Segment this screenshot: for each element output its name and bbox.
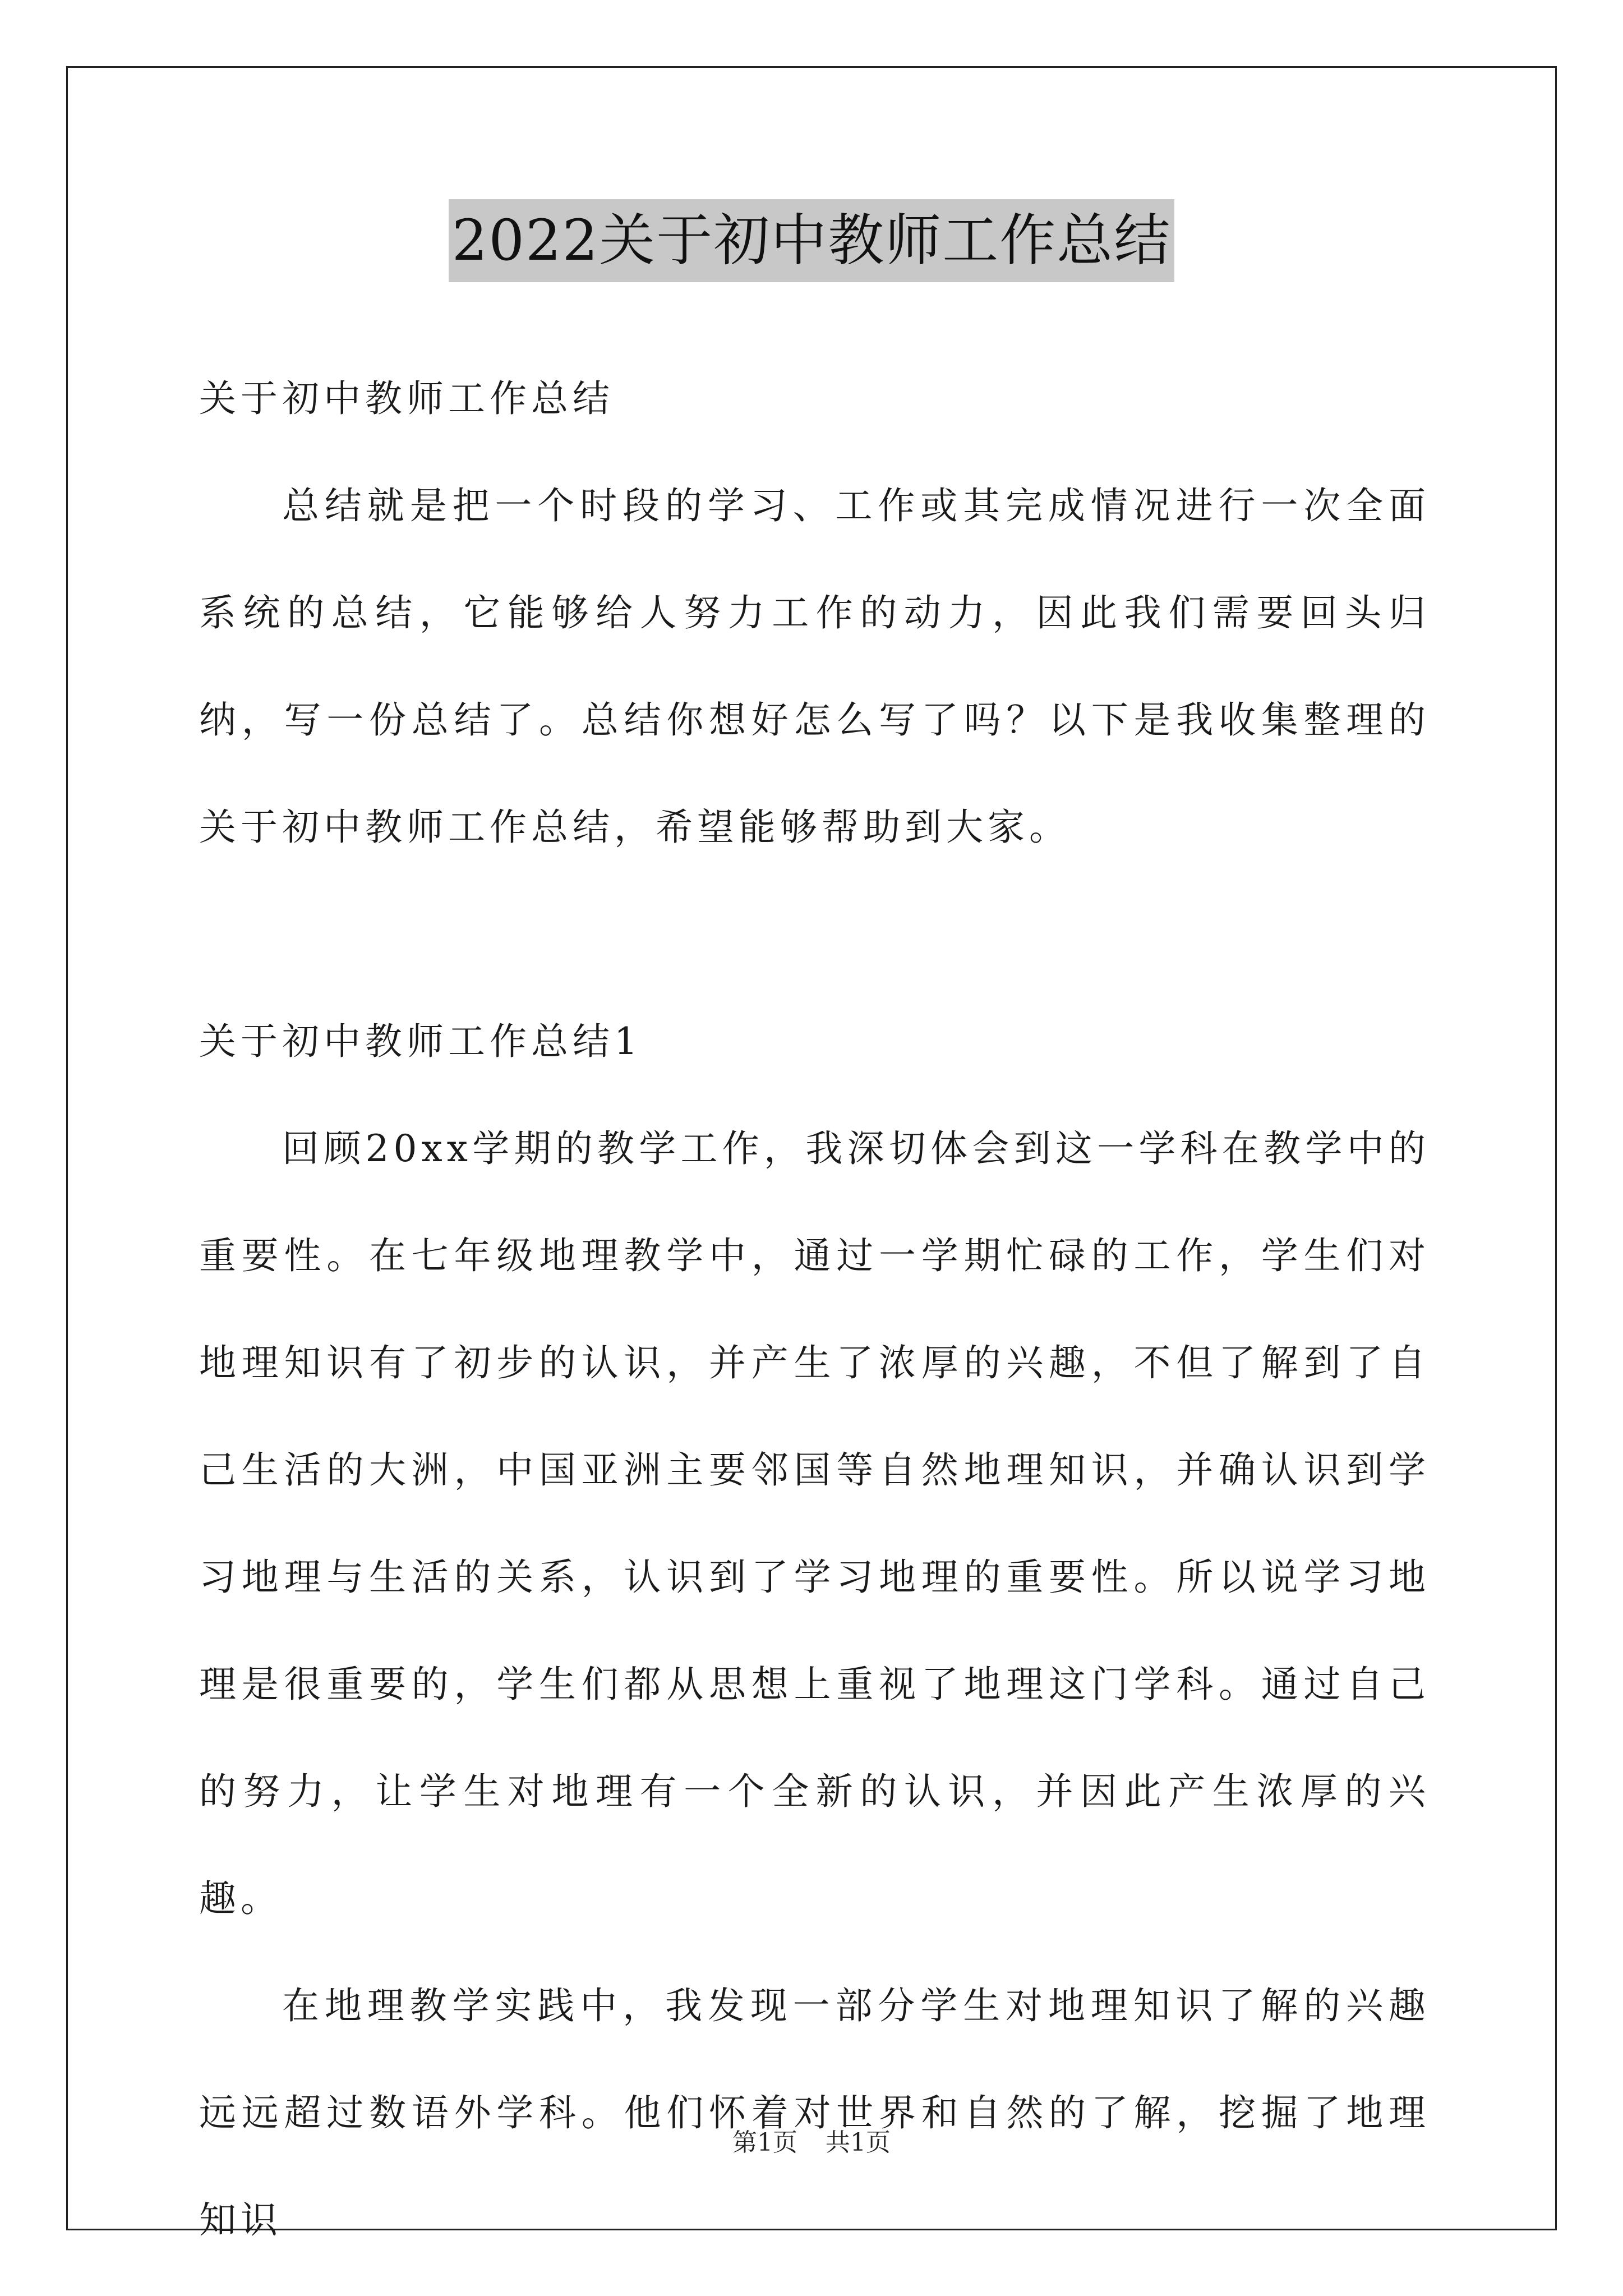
page-total: 共1页 bbox=[826, 2128, 891, 2157]
spacer bbox=[199, 881, 1430, 988]
page-footer bbox=[0, 2126, 1623, 2160]
section-heading: 关于初中教师工作总结 bbox=[199, 377, 614, 420]
section-heading-1: 关于初中教师工作总结1 bbox=[199, 1020, 642, 1063]
document-title: 2022关于初中教师工作总结 bbox=[449, 199, 1175, 282]
body-paragraph-1: 回顾20xx学期的教学工作，我深切体会到这一学科在教学中的重要性。在七年级地理教学中，通过一学期忙碌的工作，学生们对地理知识有了初步的认识，并产生了浓厚的兴趣，不但了解到了自己生活的大洲，中国亚洲主要邻国等自然地理知识，并确认识到学习地理与生活的关系，认识到了学习地理的重要性。所以说学习地理是很重要的，学生们都从思想上重视了地理这门学科。通过自己的努力，让学生对地理有一个全新的认识，并因此产生浓厚的兴趣。 bbox=[199, 1127, 1430, 1920]
document-body bbox=[199, 345, 1430, 2274]
page-number: 第1页 bbox=[732, 2128, 797, 2157]
intro-paragraph: 总结就是把一个时段的学习、工作或其完成情况进行一次全面系统的总结，它能够给人努力工作的动力，因此我们需要回头归纳，写一份总结了。总结你想好怎么写了吗？以下是我收集整理的关于初中教师工作总结，希望能够帮助到大家。 bbox=[199, 484, 1430, 849]
body-paragraph-2: 在地理教学实践中，我发现一部分学生对地理知识了解的兴趣远远超过数语外学科。他们怀着对世界和自然的了解，挖掘了地理知识 bbox=[199, 1984, 1430, 2242]
title-container bbox=[0, 199, 1623, 282]
